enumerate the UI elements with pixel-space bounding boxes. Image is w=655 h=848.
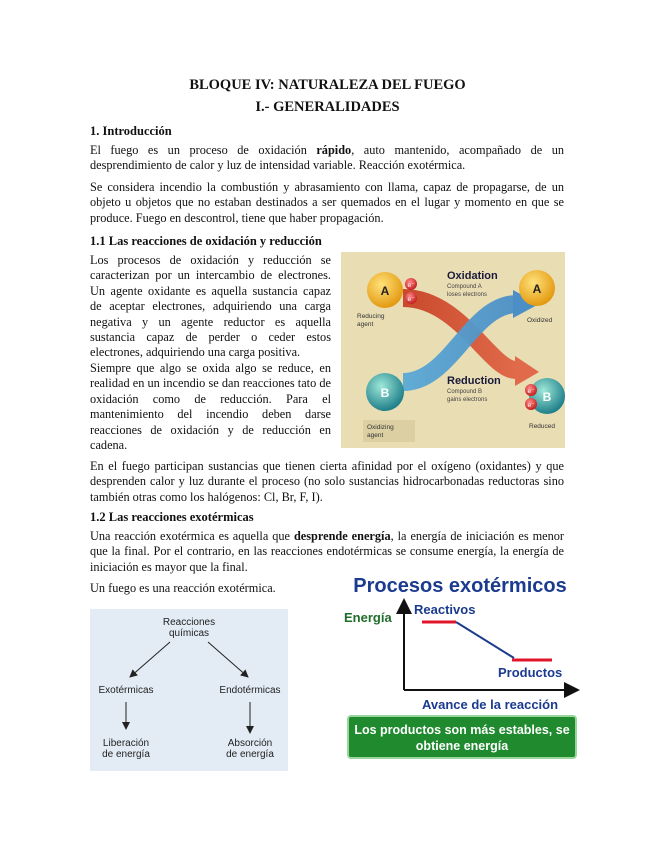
- arrow-left: [130, 642, 170, 677]
- svg-text:agent: agent: [357, 321, 374, 328]
- reduction-title: Reduction: [447, 375, 501, 387]
- paragraph-fuego-participan: En el fuego participan sustancias que tienen cierta afinidad por el oxígeno (oxidantes) y que desprenden calor y luz durante el proceso (no solo sustancias hidrocarbonadas reductoras sino también otras como los halógenos: Cl, Br, F, I).: [90, 459, 564, 504]
- svg-text:Compound B: Compound B: [447, 389, 483, 395]
- node-endotermicas: Endotérmicas: [219, 685, 281, 696]
- section-heading-exotermicas: 1.2 Las reacciones exotérmicas: [90, 510, 254, 524]
- svg-text:Reducing: Reducing: [357, 313, 385, 320]
- redox-diagram: [341, 252, 565, 448]
- svg-text:e⁻: e⁻: [527, 388, 535, 395]
- svg-text:e⁻: e⁻: [407, 282, 415, 289]
- svg-text:B: B: [380, 386, 390, 400]
- svg-text:Oxidizing: Oxidizing: [367, 424, 394, 431]
- page-title: BLOQUE IV: NATURALEZA DEL FUEGO: [189, 77, 466, 93]
- energy-drop-line: [456, 622, 514, 658]
- svg-text:A: A: [380, 284, 390, 298]
- reactivos-label: Reactivos: [414, 602, 476, 617]
- paragraph-fuego-exotermica: Un fuego es una reacción exotérmica.: [90, 581, 276, 595]
- exo-title: Procesos exotérmicos: [353, 575, 567, 597]
- bold-desprende-energia: desprende energía: [293, 529, 391, 543]
- bold-rapido: rápido: [316, 143, 352, 157]
- reaction-tree-diagram: [90, 609, 288, 771]
- node-exotermicas: Exotérmicas: [98, 685, 154, 696]
- redox-figure: [341, 252, 565, 448]
- svg-text:loses electrons: loses electrons: [447, 292, 488, 298]
- productos-label: Productos: [498, 665, 563, 680]
- exothermic-process-figure: [340, 570, 580, 762]
- svg-text:de energía: de energía: [226, 749, 274, 760]
- paragraph-procesos-redox: Los procesos de oxidación y reducción se caracterizan por un intercambio de electrones. Un agente oxidante es aquella sustancia capaz de aceptar electrones, adquiriendo una carga negativa y un agente reductor es aquella sustancia capaz de perder o ceder estos electrones, adquiriendo una carga positiva.: [90, 253, 331, 360]
- svg-text:A: A: [532, 282, 542, 296]
- svg-text:Reduced: Reduced: [529, 423, 556, 430]
- x-axis-label: Avance de la reacción: [421, 697, 559, 712]
- oxidation-title: Oxidation: [447, 270, 498, 282]
- svg-text:de energía: de energía: [102, 749, 150, 760]
- svg-text:e⁻: e⁻: [527, 402, 535, 409]
- svg-text:gains electrons: gains electrons: [447, 397, 488, 403]
- section-heading-introduccion: 1. Introducción: [90, 124, 172, 138]
- svg-text:Oxidized: Oxidized: [527, 317, 553, 324]
- y-axis-label: Energía: [344, 610, 392, 625]
- paragraph-siempre-oxida: Siempre que algo se oxida algo se reduce, en realidad en un incendio se dan reacciones tato de oxidación como de reducción. Para el mantenimiento del incendio deben darse reacciones de oxidación y de reducción en cadena.: [90, 361, 331, 453]
- svg-text:químicas: químicas: [168, 628, 210, 639]
- arrow-right: [208, 642, 248, 677]
- svg-text:Compound A: Compound A: [447, 284, 482, 290]
- svg-text:B: B: [542, 390, 552, 404]
- svg-text:Los productos son más estables: Los productos son más estables, se: [354, 723, 570, 737]
- section-heading-oxidacion-reduccion: 1.1 Las reacciones de oxidación y reducción: [90, 234, 322, 248]
- svg-text:e⁻: e⁻: [407, 296, 415, 303]
- paragraph-incendio: Se considera incendio la combustión y abrasamiento con llama, capaz de propagarse, de un objeto u objetos que no estaban destinados a ser quemados en el lugar y momento en que se produce. Fuego en descontrol, tiene que haber propagación.: [90, 180, 564, 225]
- svg-text:Absorción: Absorción: [227, 738, 273, 749]
- reaction-tree-figure: [90, 609, 288, 771]
- svg-text:agent: agent: [367, 432, 384, 439]
- paragraph-reaccion-exotermica: Una reacción exotérmica es aquella que desprende energía, la energía de iniciación es menor que la final. Por el contrario, en las reacciones endotérmicas se consume energía, la energía de iniciación es mayor que la final.: [90, 529, 564, 574]
- svg-text:Reacciones: Reacciones: [162, 617, 216, 628]
- exothermic-diagram: [340, 570, 580, 762]
- paragraph-fuego: El fuego es un proceso de oxidación rápido, auto mantenido, acompañado de un desprendimiento de calor y luz de intensidad variable. Reacción exotérmica.: [90, 143, 564, 173]
- svg-text:obtiene energía: obtiene energía: [415, 739, 509, 753]
- svg-text:Liberación: Liberación: [102, 738, 150, 749]
- page-subtitle: I.- GENERALIDADES: [255, 99, 400, 115]
